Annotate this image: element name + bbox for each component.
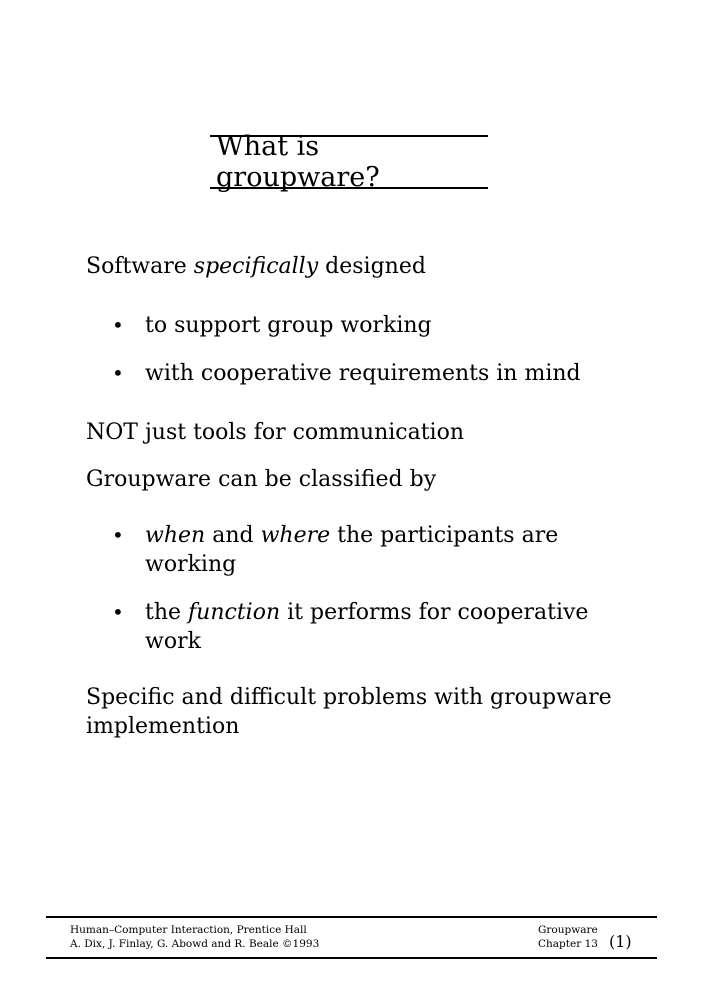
footer-authors: A. Dix, J. Finlay, G. Abowd and R. Beale ©1993 <box>70 938 320 950</box>
closing-line: implemention <box>86 714 240 739</box>
bullet-icon: • <box>112 523 124 547</box>
slide-title-text: What is groupware? <box>216 131 380 193</box>
bullet-icon: • <box>112 600 124 624</box>
where-emphasis: where <box>260 523 331 548</box>
footer-topic: Groupware <box>538 924 598 936</box>
footer-publisher: Human–Computer Interaction, Prentice Hall <box>70 924 307 936</box>
intro-line <box>86 252 426 281</box>
list-item-text-part: working <box>145 552 237 577</box>
footer-chapter: Chapter 13 <box>538 938 598 950</box>
intro-prefix: Software <box>86 254 194 279</box>
not-just-line: NOT just tools for communication <box>86 420 465 445</box>
function-emphasis: function <box>188 600 281 625</box>
footer-right <box>538 923 598 951</box>
closing-paragraph <box>86 683 612 741</box>
list-item-text: with cooperative requirements in mind <box>145 361 581 386</box>
list-item-text <box>145 521 558 579</box>
when-emphasis: when <box>145 523 206 548</box>
page-number: (1) <box>609 932 632 951</box>
list-item-text-part: the participants are <box>330 523 559 548</box>
bullet-icon: • <box>112 361 124 385</box>
footer-left <box>70 923 319 951</box>
bullet-icon: • <box>112 313 124 337</box>
classified-by-line: Groupware can be classified by <box>86 467 437 492</box>
footer-top-rule <box>46 916 657 918</box>
list-item-text-part: the <box>145 600 189 625</box>
list-item-text-part: work <box>145 629 201 654</box>
intro-emphasis: specifically <box>193 254 319 279</box>
footer-bottom-rule <box>46 957 657 959</box>
list-item-text: to support group working <box>145 313 432 338</box>
intro-suffix: designed <box>318 254 426 279</box>
list-item-text <box>145 598 588 656</box>
list-item-text-part: and <box>205 523 261 548</box>
list-item-text-part: it performs for cooperative <box>280 600 589 625</box>
slide-title <box>210 131 488 193</box>
closing-line: Specific and difficult problems with groupware <box>86 685 612 710</box>
